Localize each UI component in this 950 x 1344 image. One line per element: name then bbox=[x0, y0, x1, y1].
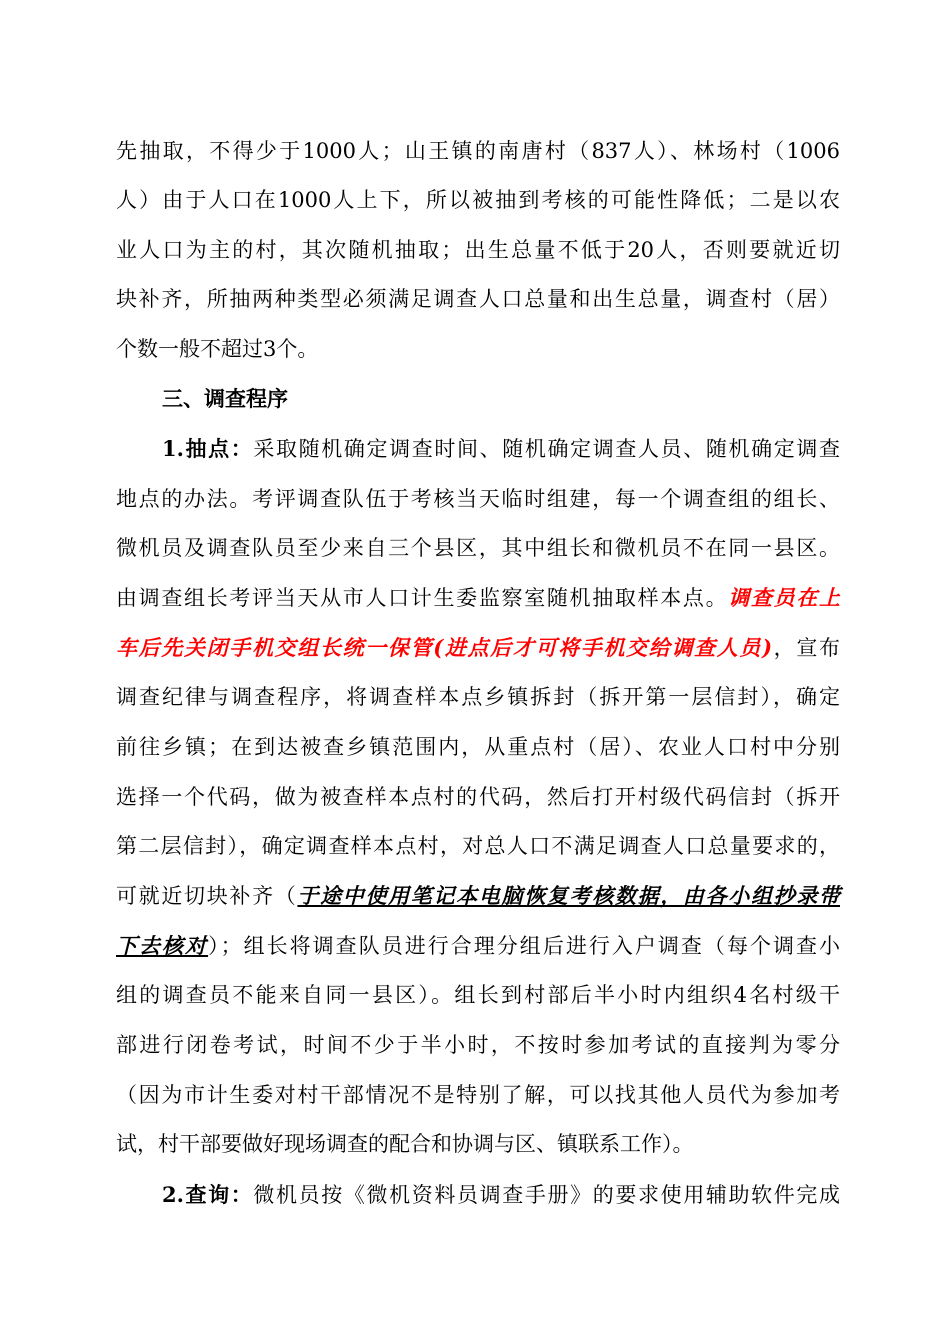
underlined-text: 下去核对 bbox=[116, 933, 209, 958]
paragraph-line: 调查纪律与调查程序，将调查样本点乡镇拆封（拆开第一层信封），确定 bbox=[116, 685, 840, 709]
section-heading: 三、调查程序 bbox=[162, 386, 288, 411]
paragraph-line: 地点的办法。考评调查队伍于考核当天临时组建，每一个调查组的组长、 bbox=[116, 487, 840, 511]
paragraph-line: 部进行闭卷考试，时间不少于半小时，不按时参加考试的直接判为零分 bbox=[116, 1033, 840, 1057]
paragraph-line: 2.查询：微机员按《微机资料员调查手册》的要求使用辅助软件完成 bbox=[162, 1182, 840, 1207]
text-line: 个数一般不超过3个。 bbox=[116, 337, 319, 361]
paragraph-line: 试，村干部要做好现场调查的配合和协调与区、镇联系工作）。 bbox=[116, 1132, 694, 1156]
paragraph-line: 车后先关闭手机交组长统一保管(进点后才可将手机交给调查人员)，宣布 bbox=[116, 635, 840, 660]
paragraph-line: 组的调查员不能来自同一县区）。组长到村部后半小时内组织4名村级干 bbox=[116, 983, 840, 1007]
paragraph-line: 由调查组长考评当天从市人口计生委监察室随机抽取样本点。调查员在上 bbox=[116, 585, 841, 610]
paragraph-line: 1.抽点：采取随机确定调查时间、随机确定调查人员、随机确定调查 bbox=[162, 436, 840, 461]
highlight-text: 调查员在上 bbox=[728, 585, 841, 610]
underlined-text: 于途中使用笔记本电脑恢复考核数据，由各小组抄录带 bbox=[297, 883, 841, 908]
text-line: 人）由于人口在1000人上下，所以被抽到考核的可能性降低；二是以农 bbox=[116, 188, 840, 212]
paragraph-line: 前往乡镇；在到达被查乡镇范围内，从重点村（居）、农业人口村中分别 bbox=[116, 735, 840, 759]
paragraph-label: 2.查询： bbox=[162, 1182, 254, 1207]
paragraph-line: 可就近切块补齐（于途中使用笔记本电脑恢复考核数据，由各小组抄录带 bbox=[116, 883, 841, 908]
paragraph-line: 微机员及调查队员至少来自三个县区，其中组长和微机员不在同一县区。 bbox=[116, 536, 840, 560]
paragraph-line: 第二层信封），确定调查样本点村，对总人口不满足调查人口总量要求的， bbox=[116, 834, 840, 858]
paragraph-line: 下去核对）；组长将调查队员进行合理分组后进行入户调查（每个调查小 bbox=[116, 933, 841, 958]
text-line: 块补齐，所抽两种类型必须满足调查人口总量和出生总量，调查村（居） bbox=[116, 287, 840, 311]
text-line: 先抽取，不得少于1000人；山王镇的南唐村（837人）、林场村（1006 bbox=[116, 139, 840, 163]
paragraph-label: 1.抽点： bbox=[162, 436, 254, 461]
paragraph-line: （因为市计生委对村干部情况不是特别了解，可以找其他人员代为参加考 bbox=[116, 1083, 840, 1107]
highlight-text: 车后先关闭手机交组长统一保管(进点后才可将手机交给调查人员) bbox=[116, 635, 773, 660]
text-line: 业人口为主的村，其次随机抽取；出生总量不低于20人，否则要就近切 bbox=[116, 238, 840, 262]
paragraph-line: 选择一个代码，做为被查样本点村的代码，然后打开村级代码信封（拆开 bbox=[116, 785, 840, 809]
